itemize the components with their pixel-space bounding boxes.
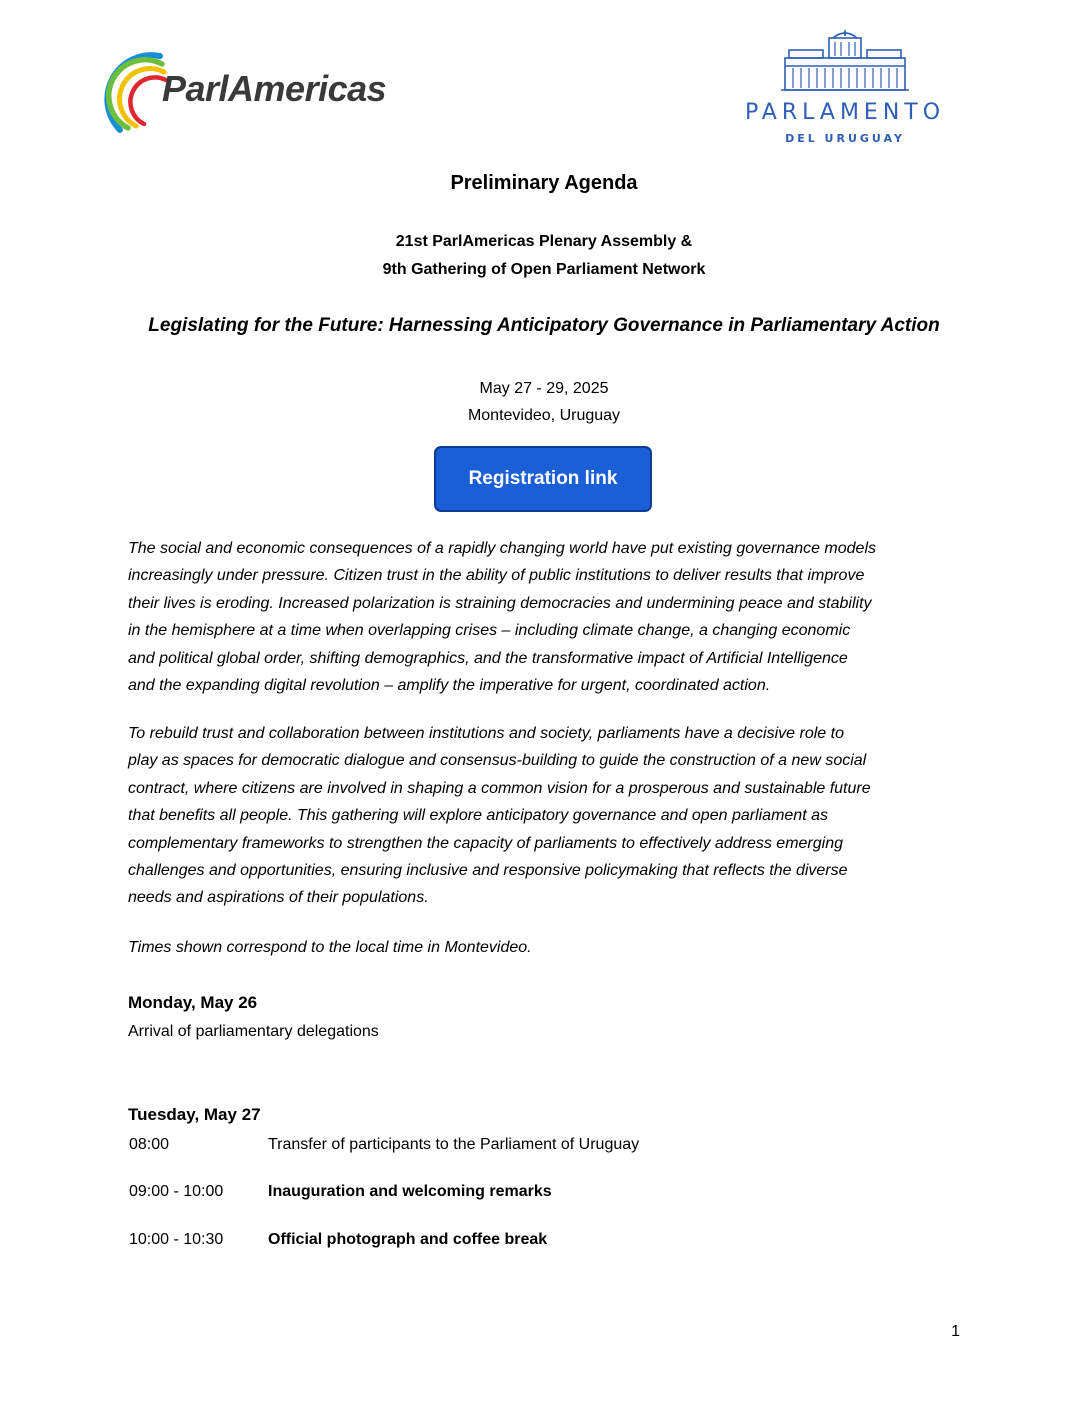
page-number: 1: [951, 1323, 960, 1340]
text-line: The social and economic consequences of a rapidly changing world have put existing governance models: [128, 540, 877, 557]
text-line: and the expanding digital revolution – amplify the imperative for urgent, coordinated action.: [128, 677, 771, 695]
parlamento-wordmark: PARLAMENTO: [744, 100, 946, 125]
registration-link-button[interactable]: Registration link: [434, 446, 652, 512]
text-line: that benefits all people. This gathering will explore anticipatory governance and open parliament as: [128, 807, 828, 825]
parlamento-uruguay-logo: [725, 28, 965, 153]
page-title: Preliminary Agenda: [450, 172, 638, 194]
agenda-row: [129, 1136, 959, 1154]
event-dates: May 27 - 29, 2025: [479, 380, 609, 397]
parlamento-subtitle: DEL URUGUAY: [785, 132, 905, 145]
text-line: in the hemisphere at a time when overlapping crises – including climate change, a changing economic: [128, 622, 851, 640]
text-line: and political global order, shifting demographics, and the transformative impact of Artificial Intelligence: [128, 649, 848, 667]
event-subtitle-2: 9th Gathering of Open Parliament Network: [382, 261, 706, 278]
text-line: needs and aspirations of their populations.: [128, 889, 429, 907]
agenda-activity: Transfer of participants to the Parliament of Uruguay: [268, 1136, 640, 1153]
event-location: Montevideo, Uruguay: [467, 407, 621, 424]
text-line: challenges and opportunities, ensuring inclusive and responsive policymaking that reflects the diverse: [128, 862, 848, 880]
agenda-time: 10:00 - 10:30: [129, 1231, 224, 1248]
text-line: complementary frameworks to strengthen the capacity of parliaments to effectively address emerging: [128, 834, 843, 852]
timezone-note: Times shown correspond to the local time in Montevideo.: [128, 939, 532, 956]
monday-activity: Arrival of parliamentary delegations: [128, 1023, 379, 1040]
text-line: their lives is eroding. Increased polarization is straining democracies and undermining peace and stability: [128, 594, 872, 612]
day-heading-monday: Monday, May 26: [128, 993, 258, 1012]
text-line: increasingly under pressure. Citizen trust in the ability of public institutions to deliver results that improve: [128, 567, 865, 585]
parlamericas-wordmark: ParlAmericas: [162, 68, 387, 109]
text-line: To rebuild trust and collaboration between institutions and society, parliaments have a decisive role to: [128, 725, 844, 742]
day-heading-tuesday: Tuesday, May 27: [128, 1105, 261, 1124]
intro-paragraph-1: [128, 535, 968, 699]
parlamericas-logo: [100, 48, 420, 138]
text-line: play as spaces for democratic dialogue and consensus-building to guide the construction of a new social: [128, 752, 867, 770]
agenda-activity: Official photograph and coffee break: [268, 1231, 548, 1248]
event-subtitle-1: 21st ParlAmericas Plenary Assembly &: [395, 233, 693, 250]
text-line: contract, where citizens are involved in shaping a common vision for a prosperous and sustainable future: [128, 779, 871, 797]
agenda-row: [129, 1183, 959, 1201]
agenda-activity: Inauguration and welcoming remarks: [268, 1183, 552, 1200]
parliament-building-icon: [725, 28, 965, 96]
intro-paragraph-2: [128, 720, 968, 912]
event-theme: Legislating for the Future: Harnessing Anticipatory Governance in Parliamentary Action: [148, 315, 940, 336]
agenda-row: [129, 1231, 959, 1249]
agenda-time: 08:00: [129, 1136, 170, 1153]
agenda-time: 09:00 - 10:00: [129, 1183, 224, 1200]
